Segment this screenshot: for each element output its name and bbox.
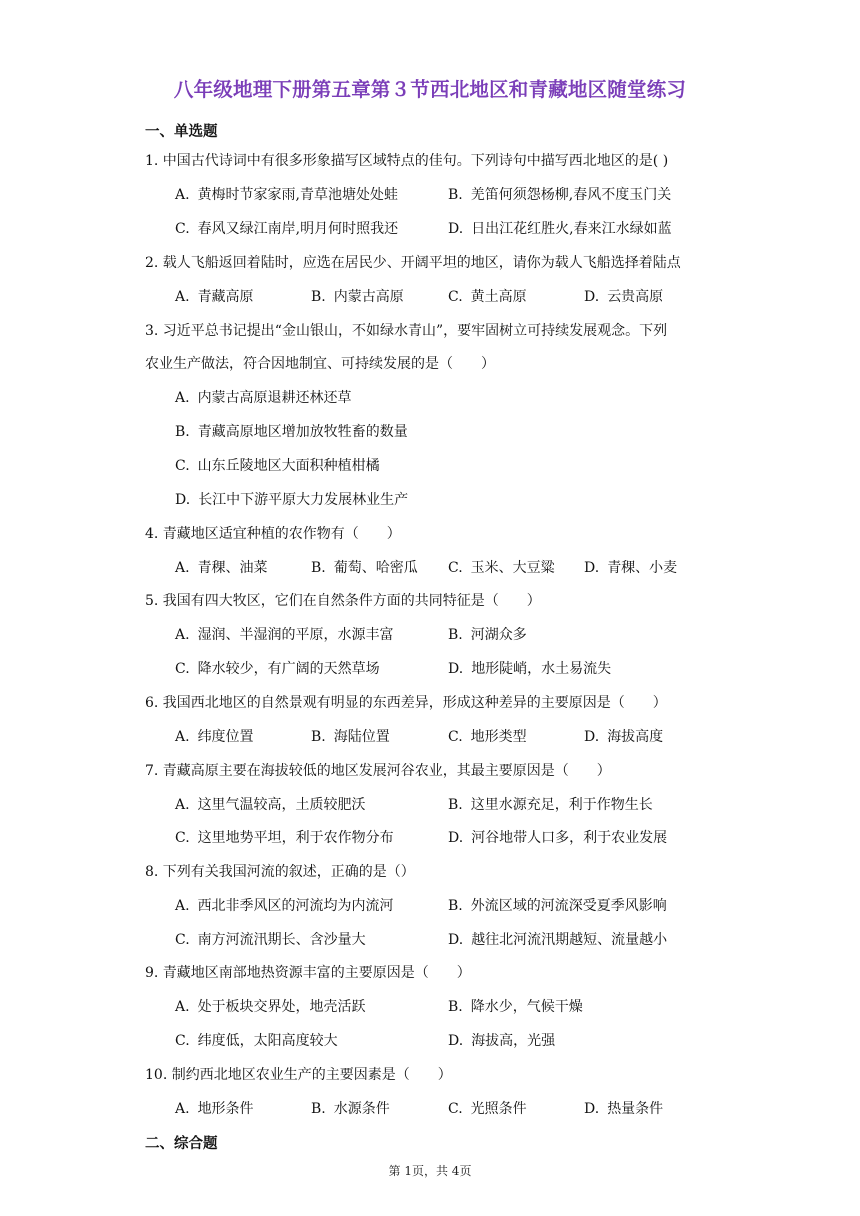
option-text: 纬度位置 [197,729,254,745]
option-text: 外流区域的河流深受夏季风影响 [470,898,667,914]
option-text: 光照条件 [470,1101,527,1117]
question-4-stem: 4. 青藏地区适宜种植的农作物有（ ） [145,526,401,542]
option-letter: C. [175,458,190,474]
q5-option-b[interactable] [448,625,527,645]
option-letter: A. [175,797,190,813]
q3-option-c[interactable] [175,456,380,476]
option-text: 热量条件 [607,1101,664,1117]
option-text: 日出江花红胜火,春来江水绿如蓝 [471,221,672,237]
option-letter: D. [448,221,464,237]
q2-option-b[interactable] [311,287,404,307]
option-letter: D. [175,492,191,508]
q9-option-c[interactable] [175,1031,338,1051]
q6-option-a[interactable] [175,727,254,747]
option-text: 降水较少，有广阔的天然草场 [197,661,380,677]
question-2-stem: 2. 载人飞船返回着陆时，应选在居民少、开阔平坦的地区，请你为载人飞船选择着陆点 [145,255,681,271]
q6-option-d[interactable] [584,727,663,747]
option-text: 地形类型 [470,729,527,745]
option-text: 海陆位置 [333,729,390,745]
option-text: 山东丘陵地区大面积种植柑橘 [197,458,380,474]
page-footer: 第 1页，共 4页 [388,1164,472,1178]
option-text: 这里地势平坦，利于农作物分布 [197,830,394,846]
option-letter: A. [175,560,190,576]
q10-option-a[interactable] [175,1099,254,1119]
q1-option-b[interactable] [448,185,671,205]
q7-option-b[interactable] [448,795,653,815]
question-1-stem: 1. 中国古代诗词中有很多形象描写区域特点的佳句。下列诗句中描写西北地区的是( ) [145,153,669,169]
option-letter: A. [175,390,190,406]
q7-option-a[interactable] [175,795,366,815]
q4-option-a[interactable] [175,558,268,578]
option-text: 葡萄、哈密瓜 [333,560,418,576]
option-text: 羌笛何须怨杨柳,春风不度玉门关 [470,187,672,203]
option-text: 海拔高，光强 [471,1033,556,1049]
section-heading-comprehensive: 二、综合题 [145,1136,218,1152]
option-text: 南方河流汛期长、含沙量大 [197,932,366,948]
q8-option-a[interactable] [175,896,394,916]
option-text: 玉米、大豆粱 [470,560,555,576]
q7-option-d[interactable] [448,828,667,848]
option-text: 内蒙古高原退耕还林还草 [197,390,352,406]
option-text: 地形条件 [197,1101,254,1117]
q8-option-c[interactable] [175,930,366,950]
option-text: 青稞、小麦 [607,560,678,576]
question-6-stem: 6. 我国西北地区的自然景观有明显的东西差异，形成这种差异的主要原因是（ ） [145,695,667,711]
question-3-stem-cont: 农业生产做法，符合因地制宜、可持续发展的是（ ） [145,356,495,372]
option-letter: B. [448,898,463,914]
q9-option-b[interactable] [448,997,583,1017]
option-text: 青稞、油菜 [197,560,268,576]
option-letter: D. [584,729,600,745]
option-text: 内蒙古高原 [333,289,404,305]
option-letter: B. [311,289,326,305]
option-letter: A. [175,898,190,914]
option-letter: D. [448,830,464,846]
q4-option-d[interactable] [584,558,677,578]
q1-option-d[interactable] [448,219,672,239]
option-letter: A. [175,1101,190,1117]
option-letter: B. [311,1101,326,1117]
option-letter: B. [448,999,463,1015]
q3-option-a[interactable] [175,388,352,408]
option-text: 水源条件 [333,1101,390,1117]
option-letter: C. [448,289,463,305]
option-letter: D. [448,661,464,677]
q4-option-b[interactable] [311,558,418,578]
q9-option-a[interactable] [175,997,366,1017]
q10-option-d[interactable] [584,1099,663,1119]
q2-option-d[interactable] [584,287,663,307]
question-10-stem: 10. 制约西北地区农业生产的主要因素是（ ） [145,1067,452,1083]
option-letter: B. [448,187,463,203]
option-letter: B. [448,797,463,813]
question-8-stem: 8. 下列有关我国河流的叙述，正确的是（） [145,864,415,880]
option-letter: B. [175,424,190,440]
option-text: 湿润、半湿润的平原，水源丰富 [197,627,394,643]
option-letter: D. [584,1101,600,1117]
option-letter: C. [175,221,190,237]
q3-option-b[interactable] [175,422,408,442]
q7-option-c[interactable] [175,828,394,848]
q8-option-d[interactable] [448,930,667,950]
option-letter: A. [175,187,190,203]
option-text: 云贵高原 [607,289,664,305]
option-letter: A. [175,627,190,643]
section-heading-single-choice: 一、单选题 [145,124,218,140]
option-text: 纬度低，太阳高度较大 [197,1033,338,1049]
option-text: 地形陡峭，水土易流失 [471,661,612,677]
q8-option-b[interactable] [448,896,667,916]
option-letter: D. [584,560,600,576]
page-title: 八年级地理下册第五章第３节西北地区和青藏地区随堂练习 [173,78,687,101]
option-text: 海拔高度 [607,729,664,745]
question-5-stem: 5. 我国有四大牧区，它们在自然条件方面的共同特征是（ ） [145,593,541,609]
option-text: 越往北河流汛期越短、流量越小 [471,932,668,948]
q6-option-c[interactable] [448,727,527,747]
q10-option-c[interactable] [448,1099,527,1119]
option-text: 这里气温较高，土质较肥沃 [197,797,366,813]
question-3-stem: 3. 习近平总书记提出“金山银山，不如绿水青山”，要牢固树立可持续发展观念。下列 [145,323,668,339]
option-letter: B. [448,627,463,643]
q1-option-c[interactable] [175,219,398,239]
option-text: 长江中下游平原大力发展林业生产 [198,492,409,508]
option-text: 黄梅时节家家雨,青草池塘处处蛙 [197,187,399,203]
option-letter: B. [311,560,326,576]
option-letter: B. [311,729,326,745]
option-text: 这里水源充足，利于作物生长 [470,797,653,813]
option-letter: D. [584,289,600,305]
option-text: 青藏高原地区增加放牧牲畜的数量 [197,424,408,440]
q5-option-a[interactable] [175,625,394,645]
option-letter: C. [175,932,190,948]
option-letter: C. [175,1033,190,1049]
option-text: 黄土高原 [470,289,527,305]
option-text: 春风又绿江南岸,明月何时照我还 [197,221,399,237]
q6-option-b[interactable] [311,727,390,747]
q5-option-c[interactable] [175,659,380,679]
option-letter: A. [175,289,190,305]
option-text: 河湖众多 [470,627,527,643]
option-letter: C. [175,661,190,677]
q5-option-d[interactable] [448,659,611,679]
q9-option-d[interactable] [448,1031,555,1051]
q1-option-a[interactable] [175,185,398,205]
option-text: 青藏高原 [197,289,254,305]
option-letter: C. [175,830,190,846]
q3-option-d[interactable] [175,490,408,510]
q4-option-c[interactable] [448,558,555,578]
option-letter: C. [448,729,463,745]
question-9-stem: 9. 青藏地区南部地热资源丰富的主要原因是（ ） [145,965,471,981]
option-text: 处于板块交界处，地壳活跃 [197,999,366,1015]
option-letter: C. [448,560,463,576]
option-letter: C. [448,1101,463,1117]
option-letter: A. [175,729,190,745]
question-7-stem: 7. 青藏高原主要在海拔较低的地区发展河谷农业，其最主要原因是（ ） [145,763,611,779]
option-letter: D. [448,1033,464,1049]
option-text: 河谷地带人口多，利于农业发展 [471,830,668,846]
option-letter: D. [448,932,464,948]
q2-option-c[interactable] [448,287,527,307]
q10-option-b[interactable] [311,1099,390,1119]
option-letter: A. [175,999,190,1015]
option-text: 西北非季风区的河流均为内流河 [197,898,394,914]
option-text: 降水少，气候干燥 [470,999,583,1015]
q2-option-a[interactable] [175,287,254,307]
